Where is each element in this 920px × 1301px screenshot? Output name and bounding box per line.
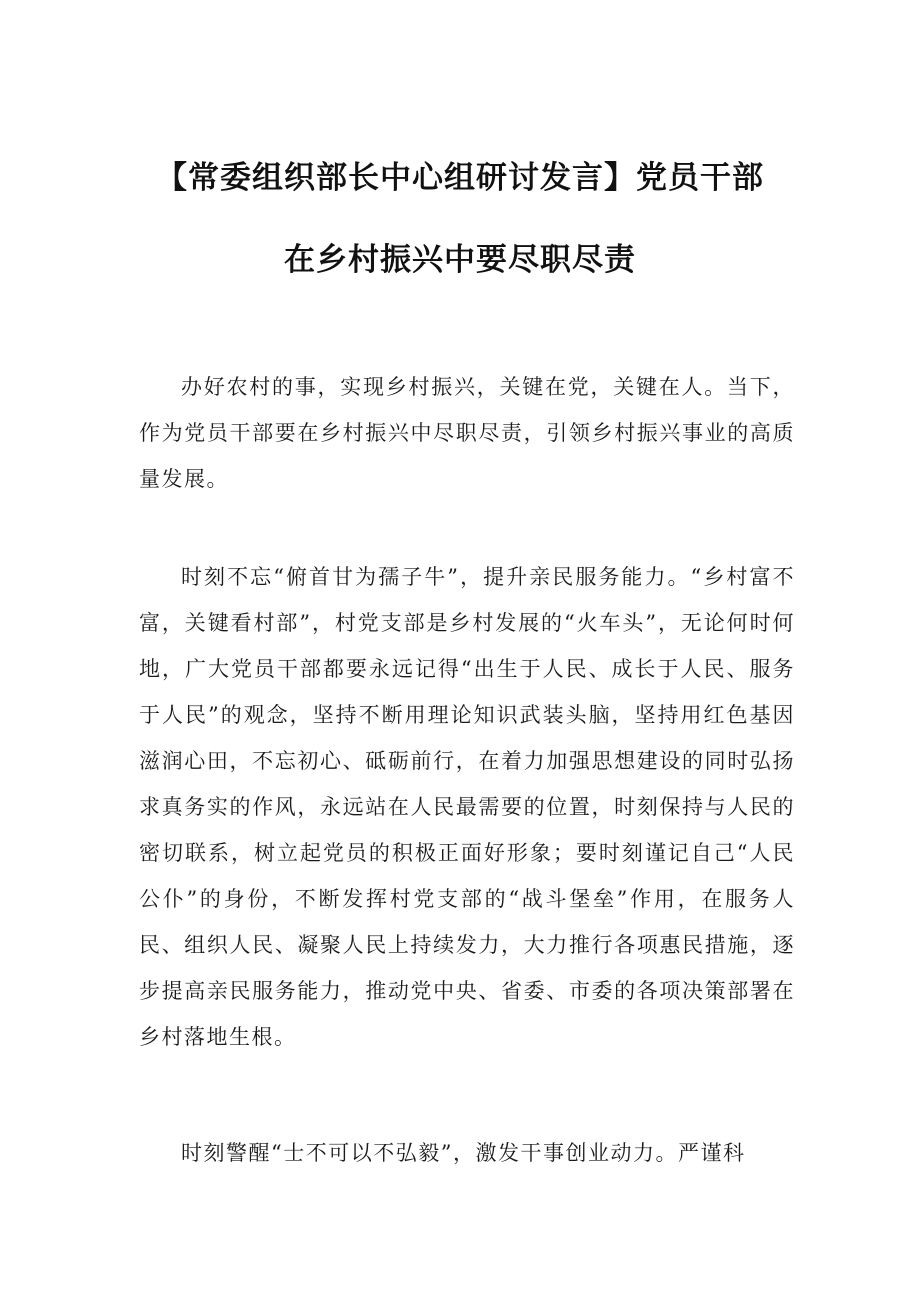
body-paragraph-motivation: 时刻警醒“士不可以不弘毅”，激发干事创业动力。严谨科 bbox=[181, 1141, 746, 1165]
body-paragraph-intro: 办好农村的事，实现乡村振兴，关键在党，关键在人。当下，作为党员干部要在乡村振兴中尽职尽责，引领乡村振兴事业的高质量发展。 bbox=[139, 375, 795, 491]
body-paragraph-service: 时刻不忘“俯首甘为孺子牛”，提升亲民服务能力。“乡村富不富，关键看村部”，村党支部是乡村发展的“火车头”，无论何时何地，广大党员干部都要永远记得“出生于人民、成长于人民、服务于人民”的观念，坚持不断用理论知识武装头脑，坚持用红色基因滋润心田，不忘初心、砥砺前行，在着力加强思想建设的同时弘扬求真务实的作风，永远站在人民最需要的位置，时刻保持与人民的密切联系，树立起党员的积极正面好形象；要时刻谨记自己“人民公仆”的身份，不断发挥村党支部的“战斗堡垒”作用，在服务人民、组织人民、凝聚人民上持续发力，大力推行各项惠民措施，逐步提高亲民服务能力，推动党中央、省委、市委的各项决策部署在乡村落地生根。 bbox=[139, 565, 795, 1049]
document-title-line-2: 在乡村振兴中要尽职尽责 bbox=[284, 242, 636, 278]
document-title-line-1: 【常委组织部长中心组研讨发言】党员干部 bbox=[156, 160, 764, 196]
